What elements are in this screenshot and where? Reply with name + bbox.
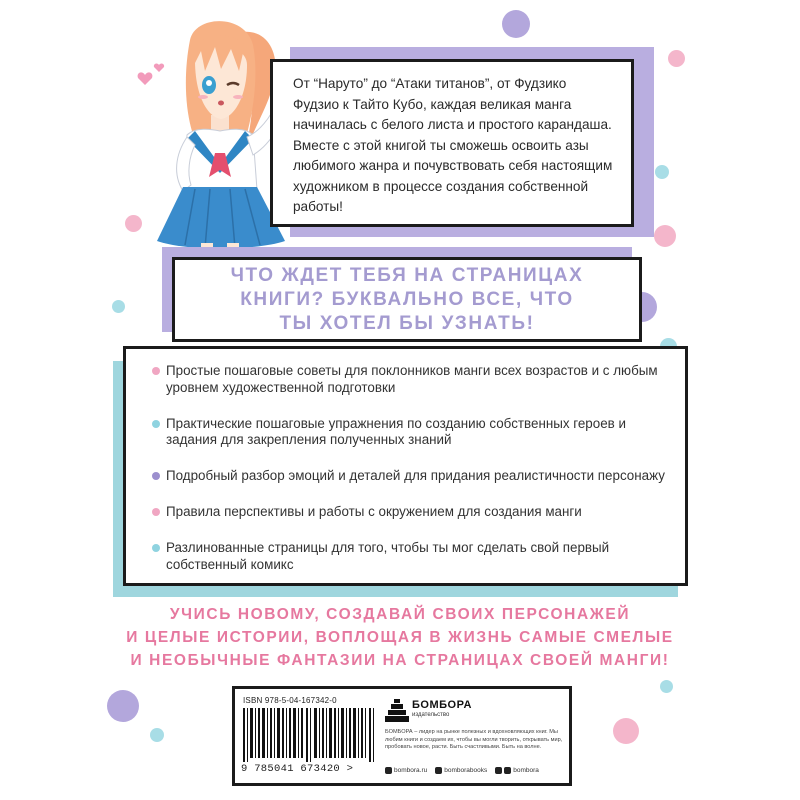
social-label: bomborabooks — [444, 767, 488, 775]
social-label: bombora — [513, 767, 539, 775]
feature-item — [152, 468, 671, 485]
feature-item — [152, 504, 671, 521]
social-site — [385, 767, 427, 774]
footer-line: И ЦЕЛЫЕ ИСТОРИИ, ВОПЛОЩАЯ В ЖИЗНЬ САМЫЕ СМЕЛЫЕ — [126, 629, 674, 646]
feature-text: Разлинованные страницы для того, чтобы ты мог сделать свой первый собственный комикс — [166, 540, 610, 572]
question-line: КНИГИ? БУКВАЛЬНО ВСЕ, ЧТО — [240, 288, 574, 310]
social-vk — [435, 767, 487, 774]
publisher-name: БОМБОРА — [412, 699, 472, 711]
decor-dot — [150, 728, 164, 742]
feature-text: Подробный разбор эмоций и деталей для придания реалистичности персонажу — [166, 468, 665, 483]
social-links — [385, 767, 539, 774]
decor-dot — [613, 718, 639, 744]
isbn-number: ISBN 978-5-04-167342-0 — [243, 696, 337, 705]
question-line: ТЫ ХОТЕЛ БЫ УЗНАТЬ! — [279, 312, 535, 334]
decor-dot — [654, 225, 676, 247]
publisher-subtitle: издательство — [412, 712, 450, 718]
features-box — [123, 346, 688, 586]
globe-icon — [385, 767, 392, 774]
decor-dot — [107, 690, 139, 722]
decor-dot — [112, 300, 125, 313]
bullet-dot — [152, 544, 160, 552]
feature-text: Практические пошаговые упражнения по созданию собственных героев и задания для закрепления полученных знаний — [166, 415, 626, 447]
video-icon — [495, 767, 502, 774]
question-box — [172, 257, 642, 342]
barcode-digits: 9 785041 673420 > — [241, 763, 354, 775]
feature-item — [152, 540, 671, 573]
feature-item — [152, 363, 671, 396]
question-heading — [231, 264, 584, 336]
decor-dot — [655, 165, 669, 179]
footer-line: И НЕОБЫЧНЫЕ ФАНТАЗИИ НА СТРАНИЦАХ СВОЕЙ МАНГИ! — [130, 652, 670, 669]
footer-line: УЧИСЬ НОВОМУ, СОЗДАВАЙ СВОИХ ПЕРСОНАЖЕЙ — [169, 606, 631, 623]
footer-slogan — [100, 603, 700, 672]
bombora-logo-icon — [385, 697, 409, 723]
social-label: bombora.ru — [394, 767, 428, 775]
feature-text: Правила перспективы и работы с окружением для создания манги — [166, 504, 582, 519]
barcode-box — [232, 686, 572, 786]
intro-text: От “Наруто” до “Атаки титанов”, от Фудзико Фудзио к Тайто Кубо, каждая великая манга начиналась с белого листа и простого карандаша. Вместе с этой книгой ты сможешь освоить азы любимого жанра и почувствовать себя настоящим художником в процессе создания собственной работы! — [293, 76, 613, 214]
decor-dot — [668, 50, 685, 67]
vk-icon — [435, 767, 442, 774]
feature-item — [152, 416, 671, 449]
decor-dot — [660, 680, 673, 693]
publisher-description: БОМБОРА – лидер на рынке полезных и вдохновляющих книг. Мы любим книги и создаем их, чтобы вы могли творить, открывать мир, пробовать новое, расти. Быть счастливыми. Быть на волне. — [385, 729, 563, 750]
social-video — [495, 767, 539, 774]
bullet-dot — [152, 420, 160, 428]
feature-text: Простые пошаговые советы для поклонников манги всех возрастов и с любым уровнем художественной подготовки — [166, 363, 658, 395]
bullet-dot — [152, 472, 160, 480]
question-line: ЧТО ЖДЕТ ТЕБЯ НА СТРАНИЦАХ — [230, 264, 584, 286]
intro-text-box — [270, 59, 634, 227]
barcode-image — [243, 708, 378, 762]
bullet-dot — [152, 508, 160, 516]
bullet-dot — [152, 367, 160, 375]
decor-dot — [502, 10, 530, 38]
telegram-icon — [504, 767, 511, 774]
